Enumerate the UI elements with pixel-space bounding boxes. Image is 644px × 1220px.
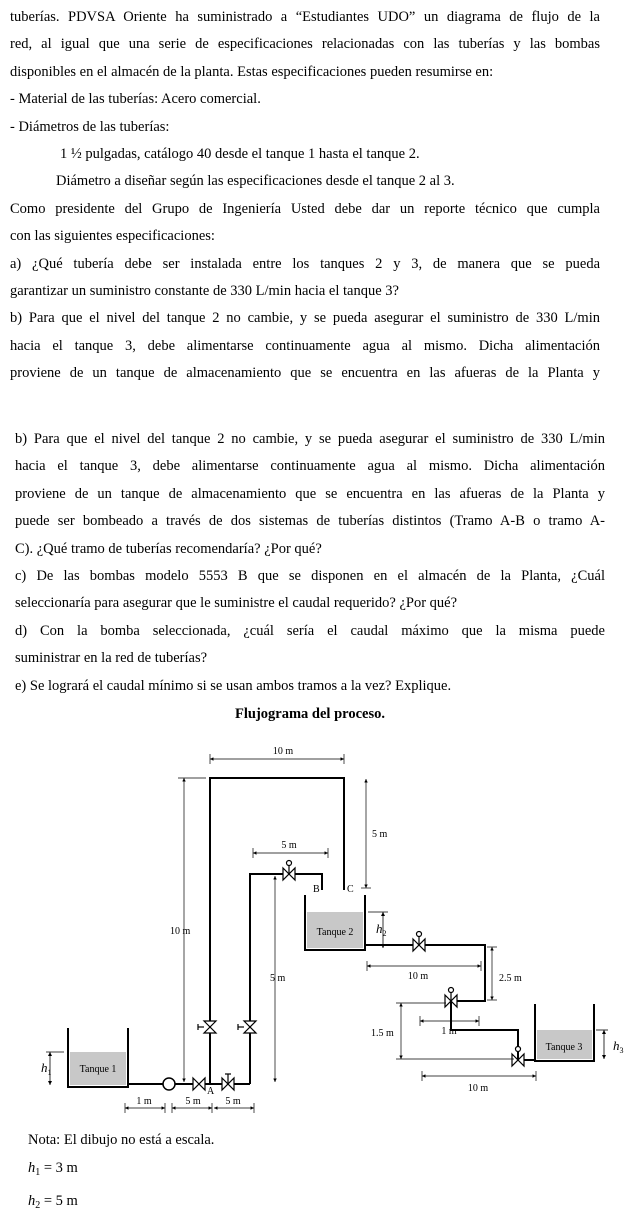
dimension-label: 5 m [270,973,286,984]
level-h3 [596,1030,608,1059]
text-line: con las siguientes especificaciones: [10,228,215,245]
valve-icon [283,861,295,881]
text-line: tuberías. PDVSA Oriente ha suministrado a “Estudiantes UDO” un diagrama de flujo de la [10,9,600,25]
tank-2 [305,895,365,950]
dimension-label: 5 m [185,1096,201,1107]
text-line: b) Para que el nivel del tanque 2 no cambie, y se pueda asegurar el suministro de 330 L/min [10,310,600,327]
h1-value: $h_1 = 3$ m [28,1160,78,1178]
process-flow-diagram [0,735,644,1125]
text-line: Diámetro a diseñar según las especificaciones desde el tanque 2 al 3. [56,173,455,190]
text-line: garantizar un suministro constante de 330 L/min hacia el tanque 3? [10,283,399,300]
tank-2-label: Tanque 2 [316,927,354,938]
dimension-label: 1.5 m [371,1028,394,1039]
dimension-label: 1 m [441,1026,457,1037]
text-line: e) Se logrará el caudal mínimo si se usan ambos tramos a la vez? Explique. [15,677,452,694]
text-line: b) Para que el nivel del tanque 2 no cambie, y se pueda asegurar el suministro de 330 L/min [15,431,605,447]
text-line: Como presidente del Grupo de Ingeniería Usted debe dar un reporte técnico que cumpla [10,200,600,217]
point-c-label: C [347,884,354,895]
notes-block [28,1126,214,1220]
text-line: 1 ½ pulgadas, catálogo 40 desde el tanque 1 hasta el tanque 2. [60,146,420,163]
tank-3 [535,1004,594,1061]
text-line: disponibles en el almacén de la planta. Estas especificaciones pueden resumirse en: [10,63,494,80]
text-line: c) De las bombas modelo 5553 B que se disponen en el almacén de la Planta, ¿Cuál [15,568,605,585]
valve-icon [238,1021,256,1033]
scale-note: Nota: El dibujo no está a escala. [28,1132,215,1148]
dimension-label: 2.5 m [499,973,522,984]
text-line: puede ser bombeado a través de dos sistemas de tuberías distintos (Tramo A-B o tramo A- [15,513,605,530]
text-line: - Material de las tuberías: Acero comercial. [10,91,261,108]
valve-icon [413,932,425,952]
tank-1 [68,1028,128,1087]
problem-text-top [10,4,600,388]
problem-text-bottom [15,426,605,700]
h2-label: $h_2$ [376,921,387,938]
tank-1-label: Tanque 1 [79,1064,117,1075]
point-a-label: A [207,1086,215,1097]
text-line: suministrar en la red de tuberías? [15,650,208,667]
tank-3-label: Tanque 3 [545,1042,583,1053]
text-line: hacia el tanque 3, debe alimentarse continuamente agua al mismo. Dicha alimentación [10,337,600,354]
h3-label: $h_3$ [613,1038,624,1055]
valve-icon [198,1021,216,1033]
dimension-label: 10 m [407,971,429,982]
text-line: seleccionaría para asegurar que le suministre el caudal requerido? ¿Por qué? [15,595,458,612]
valve-icon [512,1047,524,1067]
text-line: a) ¿Qué tubería debe ser instalada entre los tanques 2 y 3, de manera que se pueda [10,255,600,272]
text-line: proviene de un tanque de almacenamiento que se encuentra en las afueras de la Planta y [10,365,600,382]
figure-caption: Flujograma del proceso. [235,706,385,722]
text-line: red, al igual que una serie de especificaciones relacionadas con las tuberías y las bombas [10,36,600,53]
dimension-label: 10 m [467,1083,489,1094]
valve-icon [222,1074,234,1090]
valve-icon [193,1078,205,1090]
dimension-label: 5 m [281,840,297,851]
dimension-label: 5 m [225,1096,241,1107]
dimension-label: 10 m [272,746,294,757]
text-line: d) Con la bomba seleccionada, ¿cuál sería el caudal máximo que la misma puede [15,622,605,639]
pump-icon [163,1078,175,1090]
dimension-label: 5 m [372,829,388,840]
dimension-label: 1 m [136,1096,152,1107]
text-line: hacia el tanque 3, debe alimentarse continuamente agua al mismo. Dicha alimentación [15,458,605,475]
h1-label: $h_1$ [41,1060,52,1077]
text-line: C). ¿Qué tramo de tuberías recomendaría? ¿Por qué? [15,540,322,557]
h2-value: $h_2 = 5$ m [28,1193,78,1211]
point-b-label: B [313,884,320,895]
text-line: - Diámetros de las tuberías: [10,118,170,135]
dimension-label: 10 m [170,926,191,937]
text-line: proviene de un tanque de almacenamiento que se encuentra en las afueras de la Planta y [15,485,605,502]
